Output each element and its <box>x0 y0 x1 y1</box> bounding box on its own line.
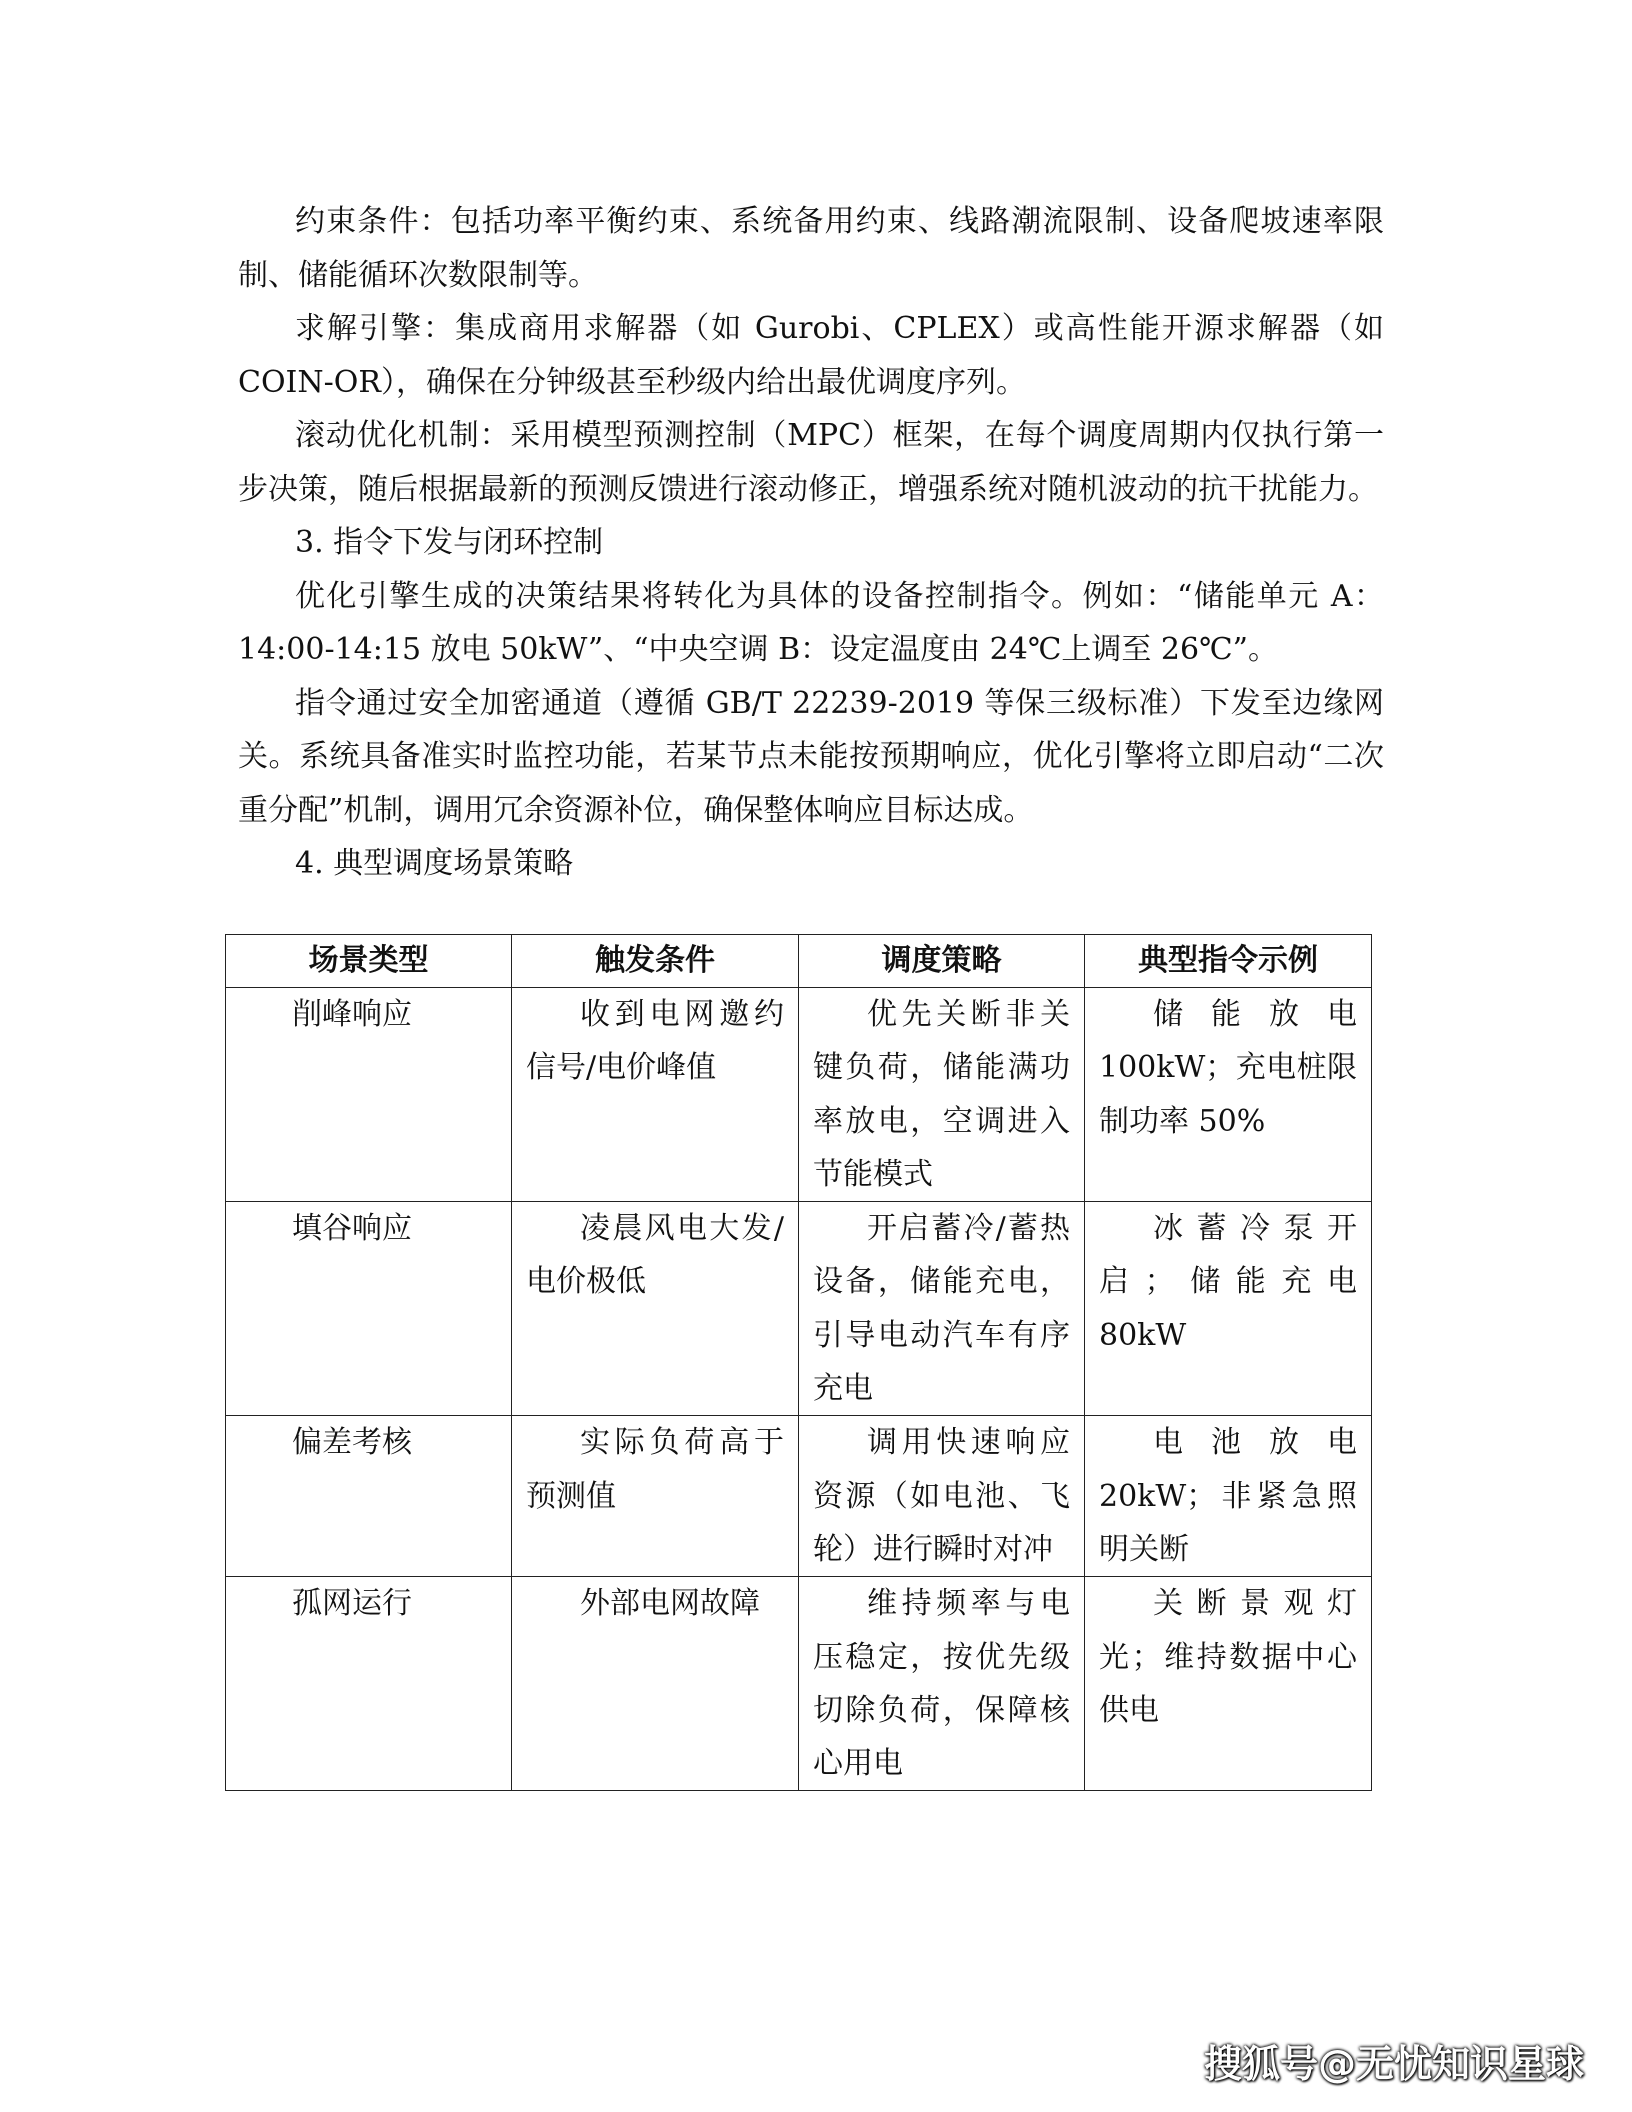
watermark: 搜狐号@无忧知识星球 <box>1203 2042 1584 2086</box>
table-cell: 孤网运行 <box>226 1577 512 1791</box>
table-cell: 储能放电 100kW；充电桩限制功率 50% <box>1085 988 1372 1202</box>
table-cell: 偏差考核 <box>226 1416 512 1577</box>
header-strategy: 调度策略 <box>799 935 1085 988</box>
table-cell: 收到电网邀约信号/电价峰值 <box>512 988 799 1202</box>
table-cell: 优先关断非关键负荷，储能满功率放电，空调进入节能模式 <box>799 988 1085 1202</box>
table-row <box>226 1416 1372 1577</box>
header-trigger: 触发条件 <box>512 935 799 988</box>
header-scenario-type: 场景类型 <box>226 935 512 988</box>
table-row <box>226 988 1372 1202</box>
table-cell: 外部电网故障 <box>512 1577 799 1791</box>
table-row <box>226 1577 1372 1791</box>
section-heading-4: 4. 典型调度场景策略 <box>295 846 574 881</box>
table-cell: 实际负荷高于预测值 <box>512 1416 799 1577</box>
table-cell: 电池放电 20kW；非紧急照明关断 <box>1085 1416 1372 1577</box>
section-heading-3: 3. 指令下发与闭环控制 <box>295 525 604 560</box>
table-cell: 凌晨风电大发/电价极低 <box>512 1202 799 1416</box>
paragraph-rolling-optimization: 滚动优化机制：采用模型预测控制（MPC）框架，在每个调度周期内仅执行第一步决策，随后根据最新的预测反馈进行滚动修正，增强系统对随机波动的抗干扰能力。 <box>238 418 1384 507</box>
table-cell: 关断景观灯光；维持数据中心供电 <box>1085 1577 1372 1791</box>
scenario-strategy-table <box>225 934 1372 1791</box>
paragraph-instruction-example: 优化引擎生成的决策结果将转化为具体的设备控制指令。例如：“储能单元 A：14:00-14:15 放电 50kW”、“中央空调 B：设定温度由 24℃上调至 26℃”。 <box>238 578 1384 667</box>
table-cell: 填谷响应 <box>226 1202 512 1416</box>
table-row <box>226 1202 1372 1416</box>
table-header-row <box>226 935 1372 988</box>
paragraph-secure-channel: 指令通过安全加密通道（遵循 GB/T 22239-2019 等保三级标准）下发至边缘网关。系统具备准实时监控功能，若某节点未能按预期响应，优化引擎将立即启动“二次重分配”机制，调用冗余资源补位，确保整体响应目标达成。 <box>238 685 1384 828</box>
table-cell: 削峰响应 <box>226 988 512 1202</box>
table-cell: 开启蓄冷/蓄热设备，储能充电，引导电动汽车有序充电 <box>799 1202 1085 1416</box>
table-cell: 冰蓄冷泵开启；储能充电 80kW <box>1085 1202 1372 1416</box>
table-cell: 维持频率与电压稳定，按优先级切除负荷，保障核心用电 <box>799 1577 1085 1791</box>
paragraph-constraints: 约束条件：包括功率平衡约束、系统备用约束、线路潮流限制、设备爬坡速率限制、储能循环次数限制等。 <box>238 204 1384 293</box>
body-text <box>238 195 1384 891</box>
paragraph-solver: 求解引擎：集成商用求解器（如 Gurobi、CPLEX）或高性能开源求解器（如 COIN-OR），确保在分钟级甚至秒级内给出最优调度序列。 <box>238 311 1384 400</box>
table-cell: 调用快速响应资源（如电池、飞轮）进行瞬时对冲 <box>799 1416 1085 1577</box>
header-command-example: 典型指令示例 <box>1085 935 1372 988</box>
